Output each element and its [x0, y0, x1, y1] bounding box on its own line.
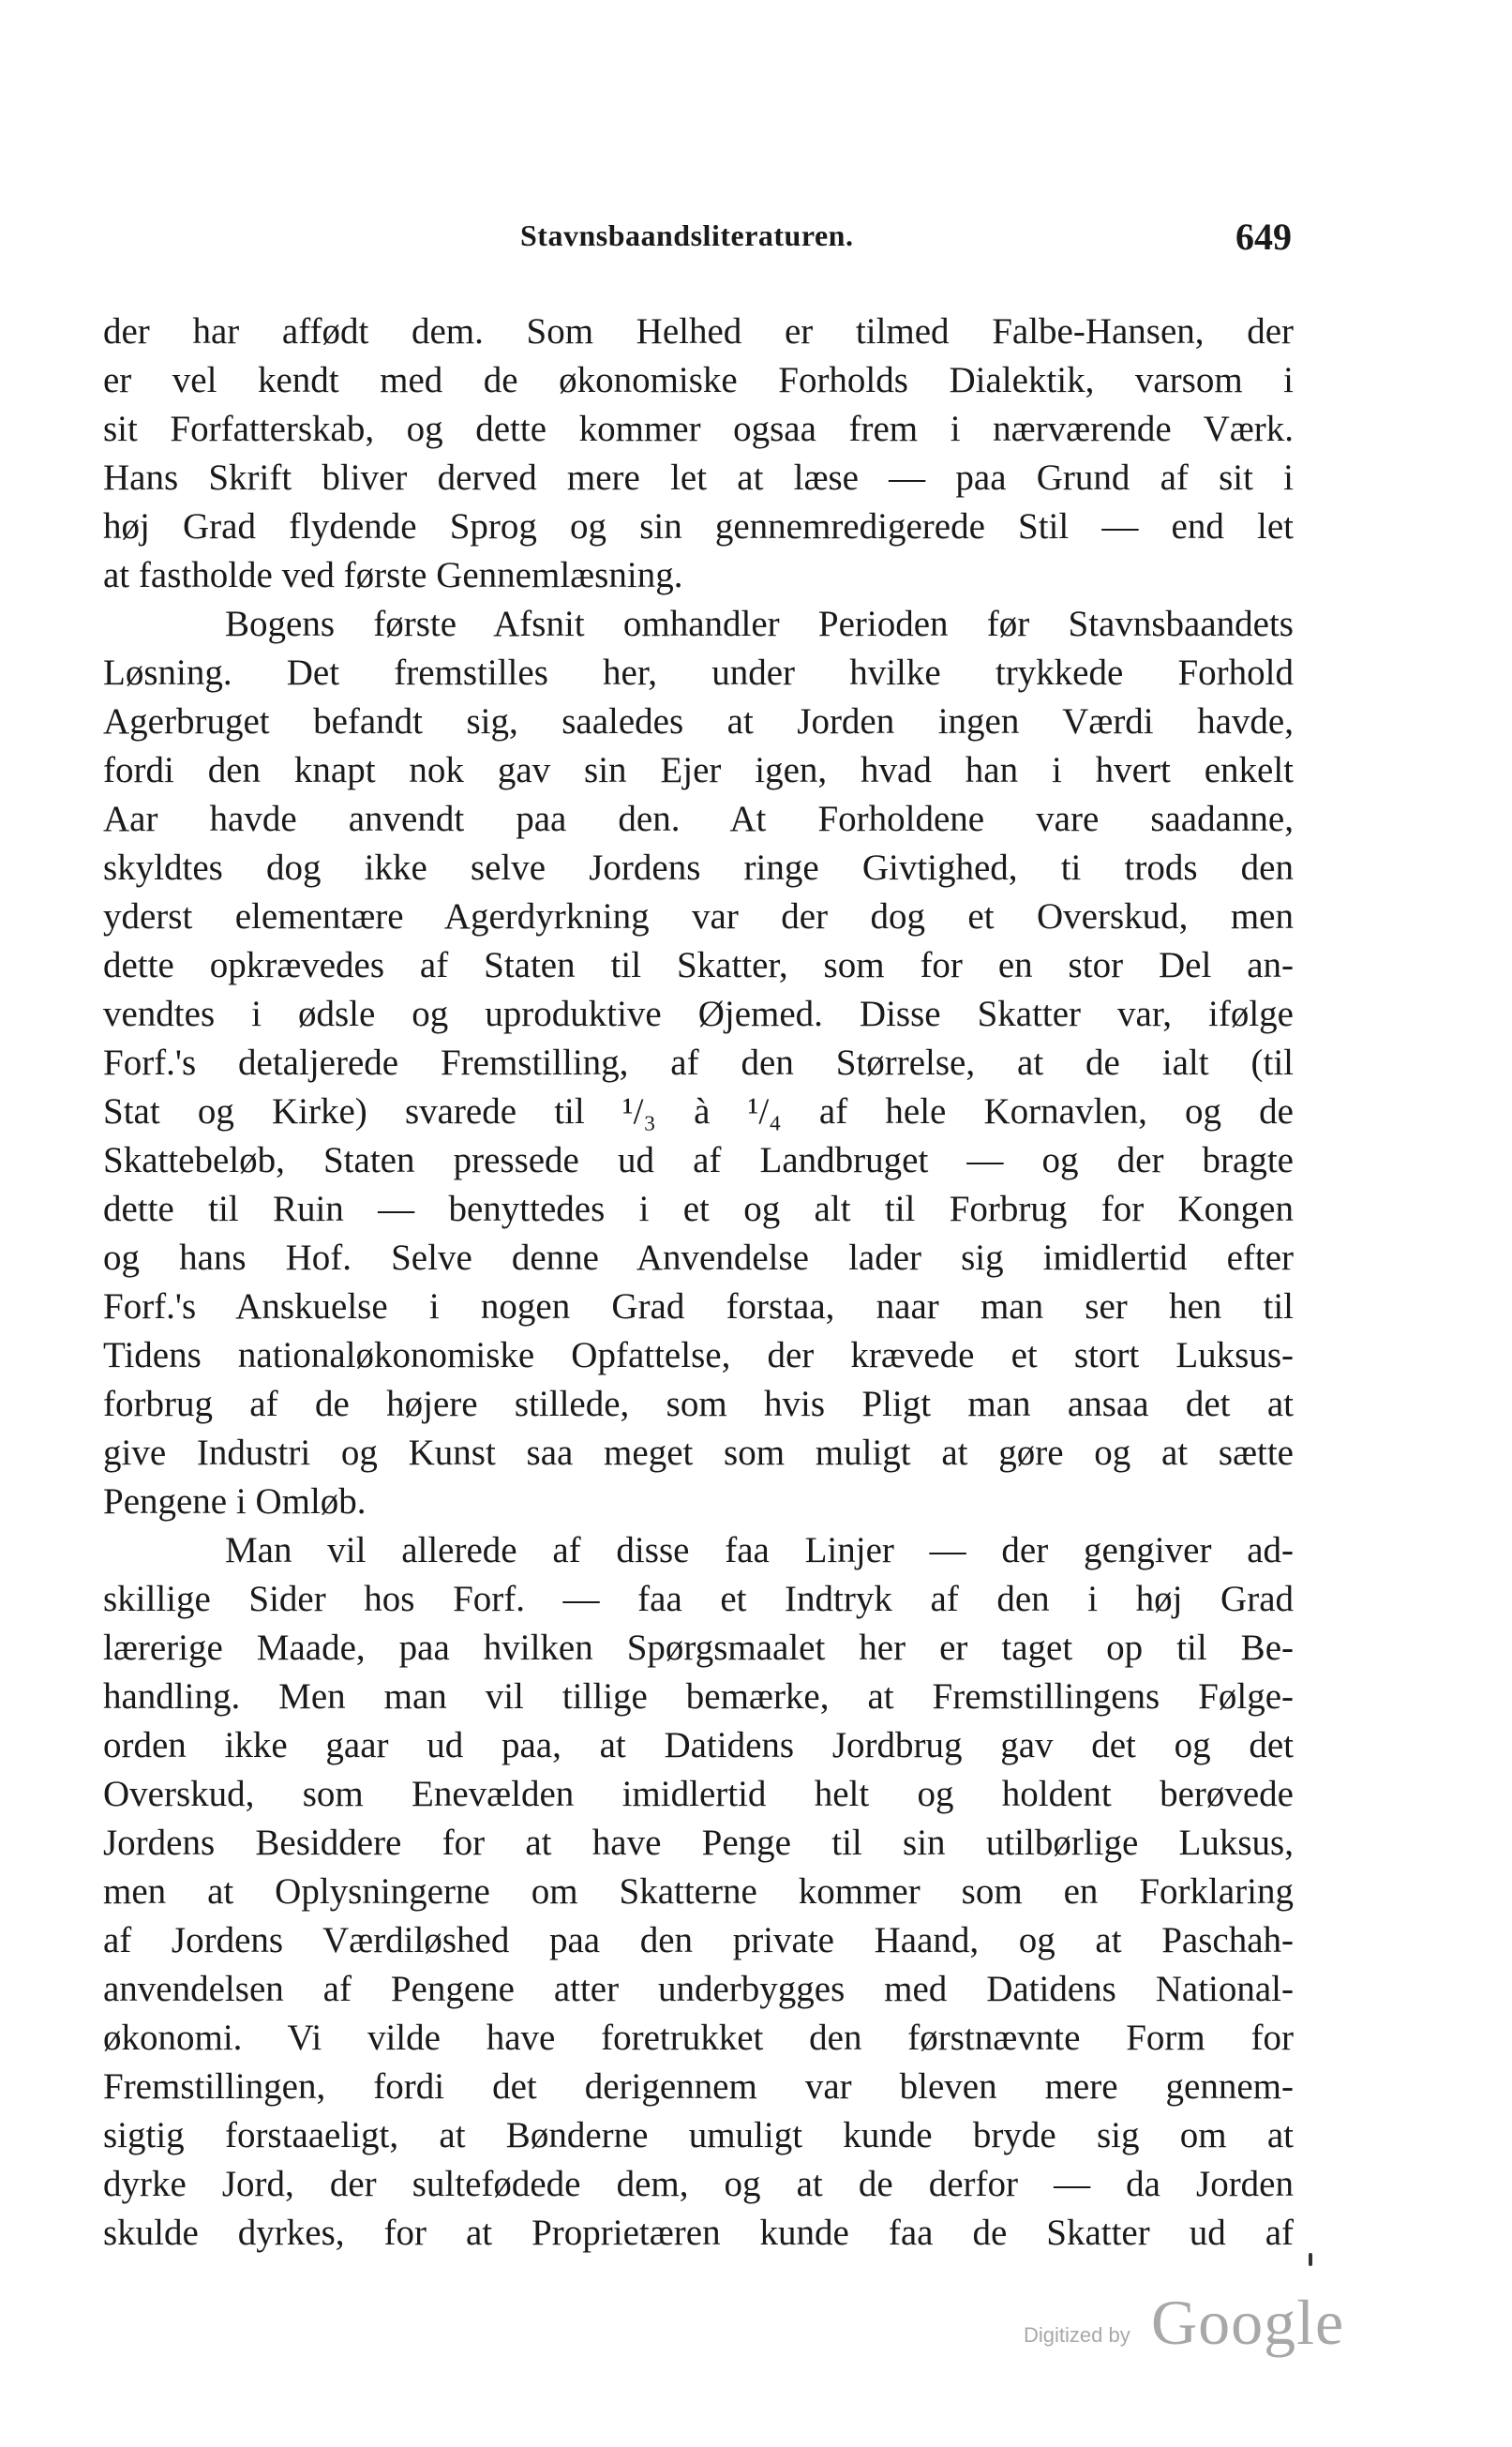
text-line: sigtig forstaaeligt, at Bønderne umuligt kunde bryde sig om at — [103, 2115, 1294, 2155]
text-line: lærerige Maade, paa hvilken Spørgsmaalet her er taget op til Be- — [103, 1628, 1294, 1668]
text-line: Overskud, som Enevælden imidlertid helt og holdent berøvede — [103, 1774, 1294, 1814]
google-watermark: Google — [1151, 2287, 1345, 2358]
text-line: skyldtes dog ikke selve Jordens ringe Givtighed, ti trods den — [103, 848, 1294, 888]
text-line: økonomi. Vi vilde have foretrukket den førstnævnte Form for — [103, 2018, 1294, 2058]
text-line: anvendelsen af Pengene atter underbygges med Datidens National- — [103, 1969, 1294, 2009]
text-line: af Jordens Værdiløshed paa den private Haand, og at Paschah- — [103, 1920, 1294, 1960]
ink-speck — [1309, 2253, 1312, 2266]
text-line: skillige Sider hos Forf. — faa et Indtryk af den i høj Grad — [103, 1579, 1294, 1619]
text-line: Løsning. Det fremstilles her, under hvilke trykkede Forhold — [103, 653, 1294, 693]
text-line: forbrug af de højere stillede, som hvis Pligt man ansaa det at — [103, 1384, 1294, 1424]
text-line: og hans Hof. Selve denne Anvendelse lader sig imidlertid efter — [103, 1238, 1294, 1278]
text-line: er vel kendt med de økonomiske Forholds Dialektik, varsom i — [103, 360, 1294, 400]
text-line: Hans Skrift bliver derved mere let at læse — paa Grund af sit i — [103, 458, 1294, 498]
text-line: Skattebeløb, Staten pressede ud af Landbruget — og der bragte — [103, 1140, 1294, 1180]
text-line: give Industri og Kunst saa meget som muligt at gøre og at sætte — [103, 1433, 1294, 1473]
text-line: Bogens første Afsnit omhandler Perioden før Stavnsbaandets — [225, 604, 1294, 644]
text-line: Forf.'s detaljerede Fremstilling, af den Størrelse, at de ialt (til — [103, 1043, 1294, 1083]
text-line: Aar havde anvendt paa den. At Forholdene vare saadanne, — [103, 799, 1294, 839]
text-line: handling. Men man vil tillige bemærke, at Fremstillingens Følge- — [103, 1676, 1294, 1717]
text-line: Tidens nationaløkonomiske Opfattelse, der krævede et stort Luksus- — [103, 1335, 1294, 1375]
text-line: at fastholde ved første Gennemlæsning. — [103, 555, 683, 595]
text-line: Agerbruget befandt sig, saaledes at Jorden ingen Værdi havde, — [103, 701, 1294, 742]
text-line: Fremstillingen, fordi det derigennem var bleven mere gennem- — [103, 2066, 1294, 2107]
running-title: Stavnsbaandsliteraturen. — [520, 218, 854, 252]
text-line: Pengene i Omløb. — [103, 1481, 367, 1522]
page-number: 649 — [1235, 216, 1292, 258]
text-line: høj Grad flydende Sprog og sin gennemredigerede Stil — end let — [103, 506, 1294, 547]
text-line: Forf.'s Anskuelse i nogen Grad forstaa, naar man ser hen til — [103, 1286, 1294, 1327]
digitized-by-label: Digitized by — [1024, 2323, 1130, 2347]
text-line: dette til Ruin — benyttedes i et og alt til Forbrug for Kongen — [103, 1189, 1294, 1229]
text-line: orden ikke gaar ud paa, at Datidens Jordbrug gav det og det — [103, 1725, 1294, 1765]
text-line: dette opkrævedes af Staten til Skatter, som for en stor Del an- — [103, 945, 1294, 985]
text-line: fordi den knapt nok gav sin Ejer igen, hvad han i hvert enkelt — [103, 750, 1294, 790]
text-line: Stat og Kirke) svarede til ¹/₃ à ¹/₄ af hele Kornavlen, og de — [103, 1091, 1294, 1132]
body-text — [103, 308, 1294, 2258]
text-line: der har affødt dem. Som Helhed er tilmed Falbe-Hansen, der — [103, 311, 1294, 352]
text-line: dyrke Jord, der sultefødede dem, og at de derfor — da Jorden — [103, 2164, 1294, 2204]
text-line: men at Oplysningerne om Skatterne kommer som en Forklaring — [103, 1871, 1294, 1912]
text-line: skulde dyrkes, for at Proprietæren kunde faa de Skatter ud af — [103, 2213, 1294, 2253]
text-line: Man vil allerede af disse faa Linjer — der gengiver ad- — [225, 1530, 1294, 1570]
text-line: vendtes i ødsle og uproduktive Øjemed. Disse Skatter var, ifølge — [103, 994, 1294, 1034]
text-line: sit Forfatterskab, og dette kommer ogsaa frem i nærværende Værk. — [103, 409, 1294, 449]
text-line: Jordens Besiddere for at have Penge til sin utilbørlige Luksus, — [103, 1823, 1294, 1863]
text-line: yderst elementære Agerdyrkning var der dog et Overskud, men — [103, 896, 1294, 937]
